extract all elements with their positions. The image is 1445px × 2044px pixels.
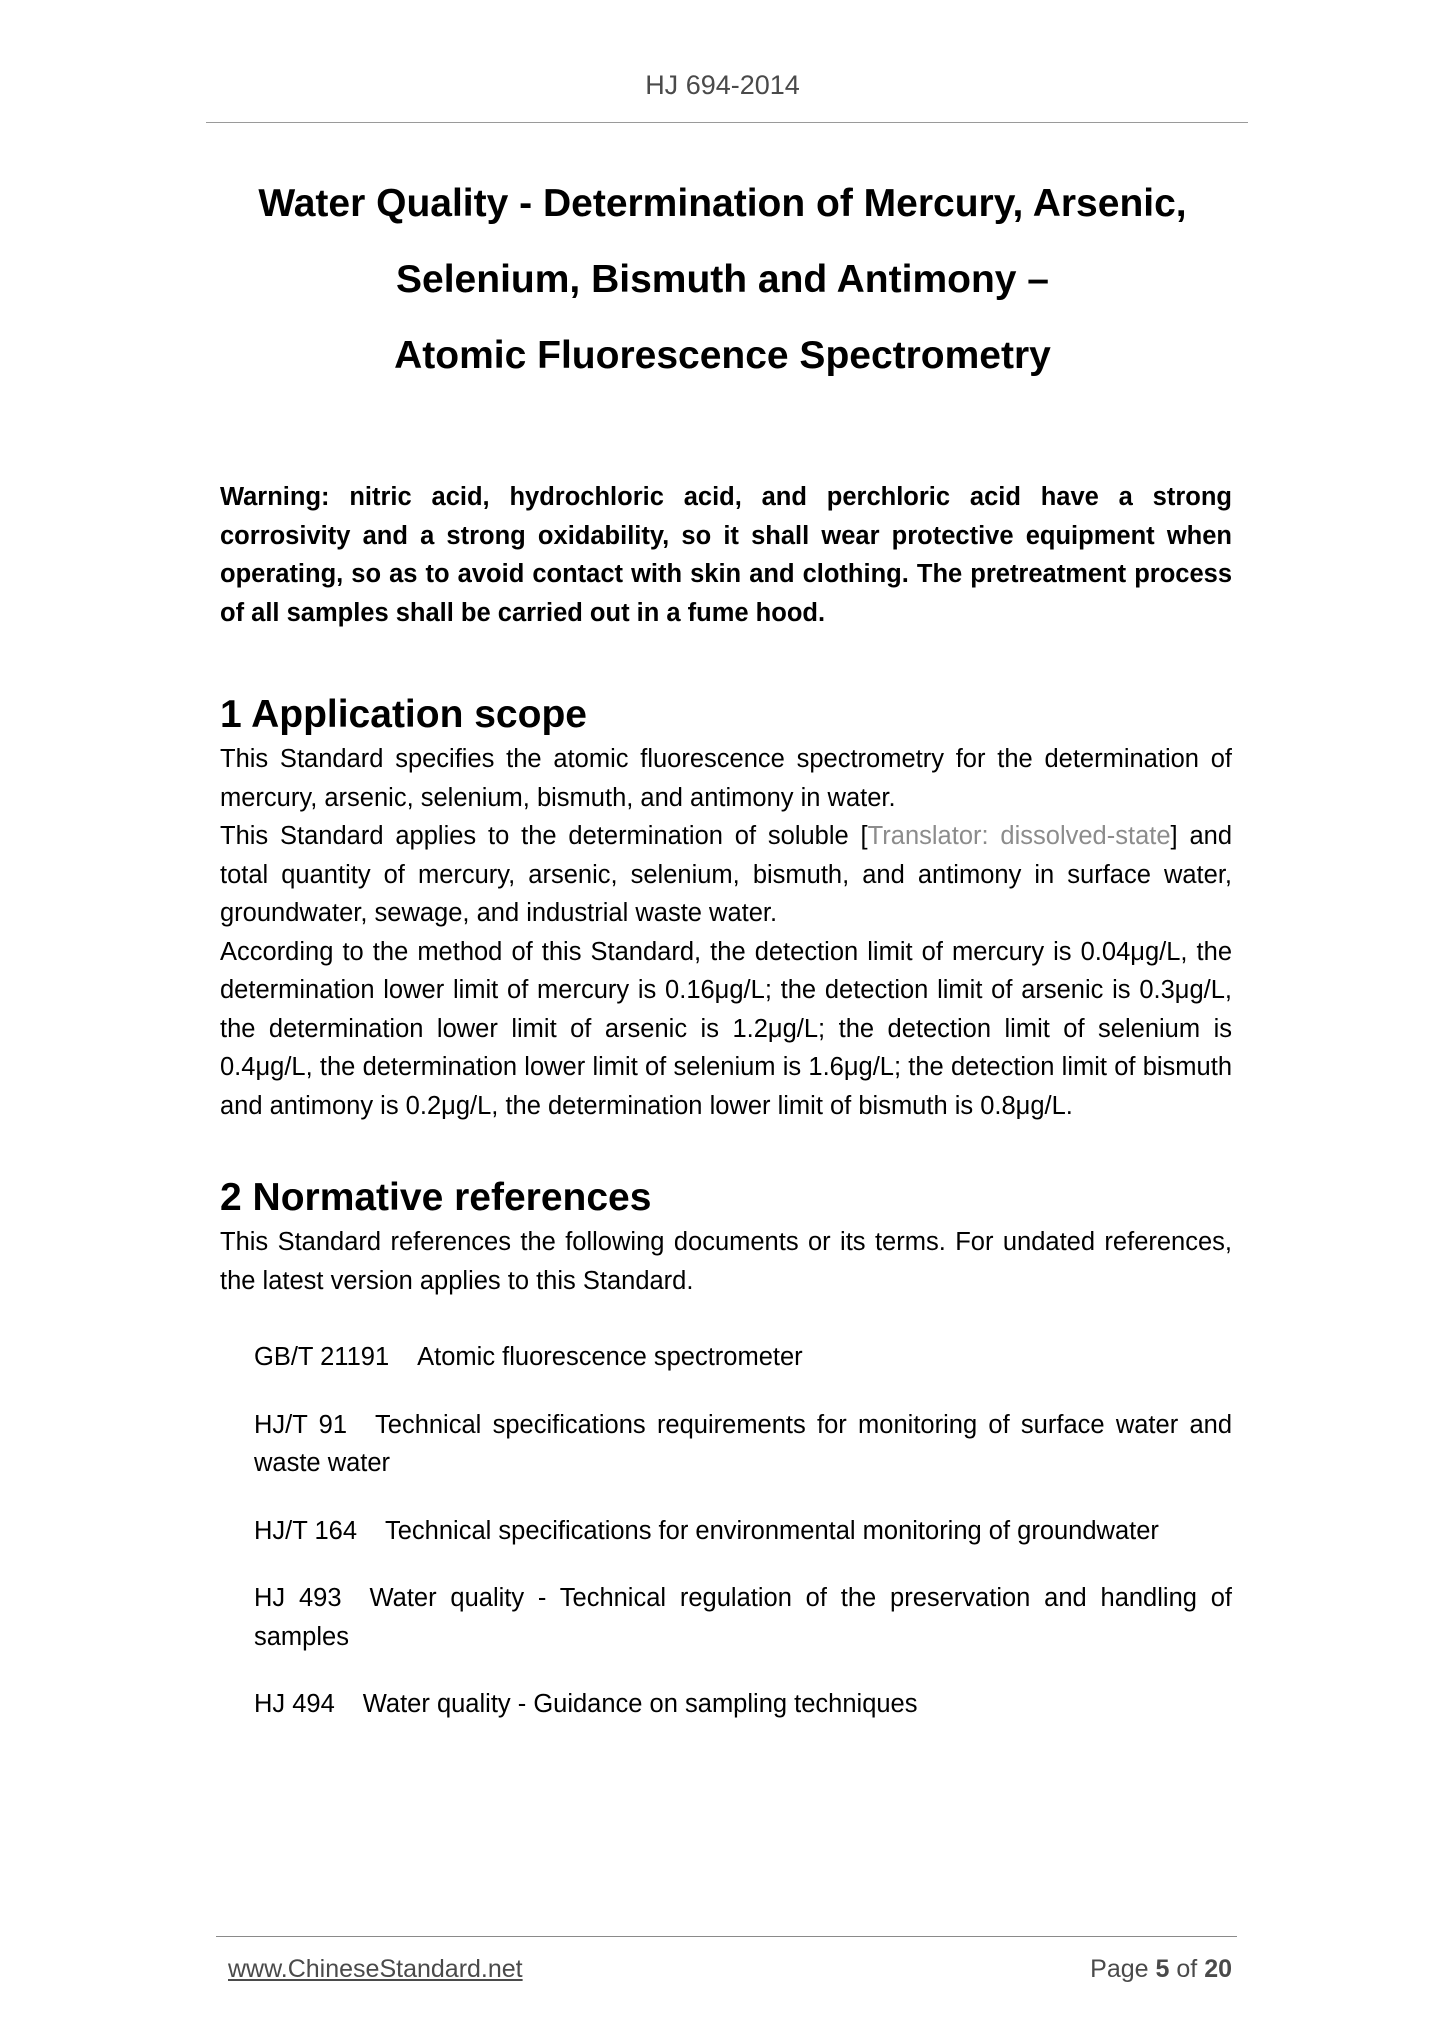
section-heading-normative-references: 2 Normative references (220, 1176, 652, 1219)
reference-title: Technical specifications for environmental monitoring of groundwater (385, 1516, 1159, 1545)
scope-paragraph-1: This Standard specifies the atomic fluorescence spectrometry for the determination of mercury, arsenic, selenium, bismuth, and antimony in water. (220, 745, 1232, 812)
references-intro: This Standard references the following documents or its terms. For undated references, the latest version applies to this Standard. (220, 1228, 1232, 1295)
reference-title: Atomic fluorescence spectrometer (417, 1343, 803, 1371)
header-divider (206, 122, 1248, 123)
page-body (220, 478, 1232, 1753)
footer-divider (216, 1936, 1237, 1937)
translator-note: Translator: dissolved-state (867, 822, 1171, 850)
reference-list (220, 1338, 1232, 1724)
page-word: Page (1090, 1955, 1149, 1983)
running-header: HJ 694-2014 (645, 70, 800, 100)
reference-item (254, 1406, 1232, 1483)
reference-item (254, 1338, 1232, 1377)
page-current: 5 (1155, 1955, 1170, 1983)
scope-paragraph-3: According to the method of this Standard, the detection limit of mercury is 0.04μg/L, the determination lower limit of mercury is 0.16μg/L; the detection limit of arsenic is 0.3μg/L, the determination lower limit of arsenic is 1.2μg/L; the detection limit of selenium is 0.4μg/L, the determination lower limit of selenium is 1.6μg/L; the detection limit of bismuth and antimony is 0.2μg/L, the determination lower limit of bismuth is 0.8μg/L. (220, 937, 1232, 1120)
footer-website-link[interactable]: www.ChineseStandard.net (228, 1955, 523, 1983)
title-line-2: Selenium, Bismuth and Antimony – (396, 258, 1049, 301)
warning-paragraph: Warning: nitric acid, hydrochloric acid, and perchloric acid have a strong corrosivity and a strong oxidability, so it shall wear protective equipment when operating, so as to avoid contact with skin and clothing. The pretreatment process of all samples shall be carried out in a fume hood. (220, 483, 1232, 627)
title-line-3: Atomic Fluorescence Spectrometry (394, 334, 1051, 377)
reference-item (254, 1685, 1232, 1724)
reference-item (254, 1579, 1232, 1656)
section-heading-application-scope: 1 Application scope (220, 693, 587, 736)
page-of: of (1176, 1955, 1198, 1983)
page-total: 20 (1204, 1955, 1232, 1983)
reference-title: Technical specifications requirements for monitoring of surface water and waste water (254, 1410, 1232, 1477)
page-footer (228, 1955, 1232, 1984)
document-title (180, 166, 1265, 394)
reference-item (254, 1512, 1232, 1551)
reference-code: HJ 494 (254, 1690, 335, 1718)
reference-code: HJ/T 91 (254, 1410, 348, 1439)
scope-paragraph-2 (220, 817, 1232, 933)
reference-code: GB/T 21191 (254, 1343, 390, 1371)
page-number (1090, 1955, 1232, 1984)
reference-code: HJ/T 164 (254, 1516, 357, 1545)
title-line-1: Water Quality - Determination of Mercury, Arsenic, (258, 182, 1187, 225)
reference-title: Water quality - Guidance on sampling techniques (362, 1690, 918, 1718)
reference-code: HJ 493 (254, 1584, 342, 1612)
reference-title: Water quality - Technical regulation of the preservation and handling of samples (254, 1584, 1233, 1651)
scope-paragraph-2-text-a: This Standard applies to the determination of soluble [ (220, 822, 868, 850)
scope-paragraph-2-text-b: ] and total quantity of mercury, arsenic, selenium, bismuth, and antimony in surface water, groundwater, sewage, and industrial waste water. (220, 822, 1232, 927)
